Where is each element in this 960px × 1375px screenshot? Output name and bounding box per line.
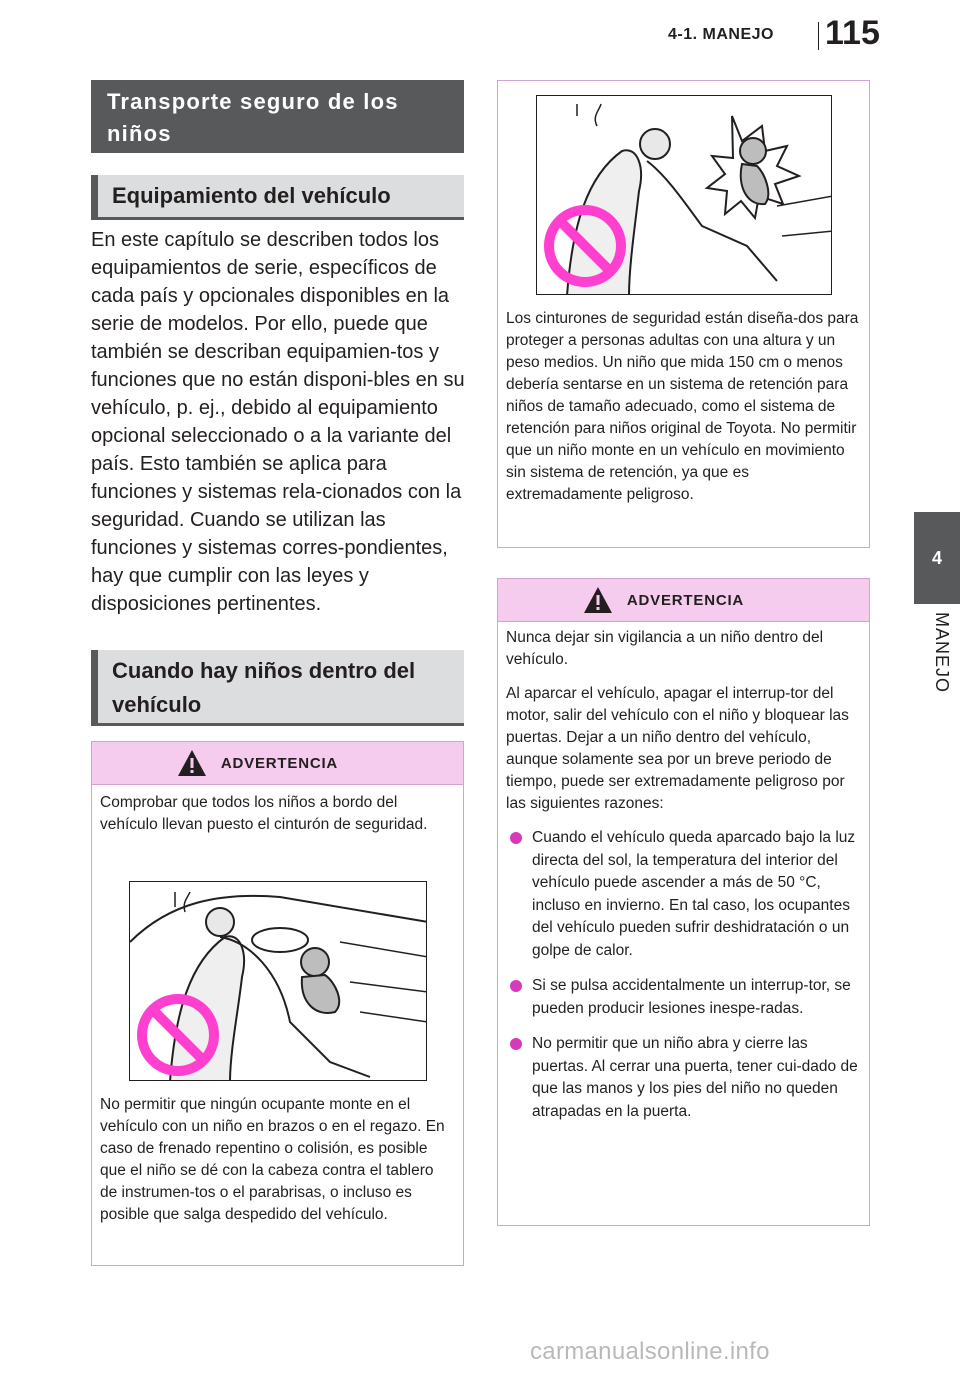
child-in-lap-illustration	[129, 881, 427, 1081]
child-restraint-text: Los cinturones de seguridad están diseña-dos para proteger a personas adultas con una altura y un peso medios. Un niño que mida 150 cm o menos debería sentarse en un sistema de retención para niños de tamaño adecuado, como el sistema de retención para niños original de Toyota. No permitir que un niño monte en un vehículo en movimiento sin sistema de retención, ya que es extremadamente peligroso.	[506, 310, 859, 503]
warning-box-seatbelt	[91, 741, 464, 1266]
warning-box-unattended	[497, 578, 870, 1226]
car-interior-airbag-icon	[537, 96, 832, 295]
warning-bullet-list	[506, 827, 863, 1123]
warning-header	[92, 742, 463, 785]
warning-triangle-icon	[177, 749, 207, 777]
list-item	[506, 975, 863, 1020]
warning-triangle-icon	[583, 586, 613, 614]
list-item-text: Si se pulsa accidentalmente un interrup-tor, se pueden producir lesiones inespe-radas.	[532, 977, 851, 1017]
bullet-icon	[510, 980, 522, 992]
subheading-children: Cuando hay niños dentro del vehículo	[91, 650, 464, 726]
list-item-text: Cuando el vehículo queda aparcado bajo la luz directa del sol, la temperatura del interior del vehículo puede ascender a más de 50 °C, incluso en invierno. En tal caso, los ocupantes del vehículo pueden sufrir deshidratación o un golpe de calor.	[532, 829, 856, 959]
warning-paragraph: Nunca dejar sin vigilancia a un niño dentro del vehículo.	[506, 629, 824, 668]
main-title: Transporte seguro de los niños	[91, 80, 464, 153]
watermark: carmanualsonline.info	[530, 1338, 770, 1365]
header-divider	[818, 22, 819, 50]
warning-text-lap: No permitir que ningún ocupante monte en el vehículo con un niño en brazos o en el regazo. En caso de frenado repentino o colisión, es posible que el niño se dé con la cabeza contra el tablero de instrumen-tos o el parabrisas, o incluso es posible que salga despedido del vehículo.	[100, 1096, 445, 1223]
chapter-label: MANEJO	[932, 612, 952, 694]
bullet-icon	[510, 832, 522, 844]
intro-paragraph: En este capítulo se describen todos los equipamientos de serie, específicos de cada país y opcionales disponibles en la serie de modelos. Por ello, puede que también se describan equipamien-tos y funciones que no están disponi-bles en su vehículo, p. ej., debido al equipamiento opcional seleccionado o a la variante del país. Esto también se aplica para funciones y sistemas rela-cionados con la seguridad. Cuando se utilizan las funciones y sistemas corres-pondientes, hay que cumplir con las leyes y disposiciones pertinentes.	[91, 229, 465, 615]
list-item	[506, 827, 863, 962]
bullet-icon	[510, 1038, 522, 1050]
subheading-equipment: Equipamiento del vehículo	[91, 175, 464, 220]
chapter-tab[interactable]: 4	[914, 512, 960, 604]
list-item-text: No permitir que un niño abra y cierre las puertas. Al cerrar una puerta, tener cui-dado de que las manos y los pies del niño no queden atrapadas en la puerta.	[532, 1035, 858, 1120]
car-interior-icon	[130, 882, 427, 1081]
warning-header	[498, 579, 869, 622]
warning-text: Comprobar que todos los niños a bordo del vehículo llevan puesto el cinturón de seguridad.	[100, 794, 428, 833]
section-title: 4-1. MANEJO	[668, 26, 774, 43]
info-box-child-restraint	[497, 80, 870, 548]
page-number: 115	[825, 14, 880, 52]
list-item	[506, 1033, 863, 1123]
airbag-child-illustration	[536, 95, 832, 295]
warning-title: ADVERTENCIA	[220, 754, 339, 772]
warning-title: ADVERTENCIA	[626, 591, 745, 609]
warning-paragraph: Al aparcar el vehículo, apagar el interrup-tor del motor, salir del vehículo con el niño y bloquear las puertas. Dejar a un niño dentro del vehículo, aunque solamente sea por un breve periodo de tiempo, puede ser extremadamente peligroso por las siguientes razones:	[506, 685, 849, 812]
